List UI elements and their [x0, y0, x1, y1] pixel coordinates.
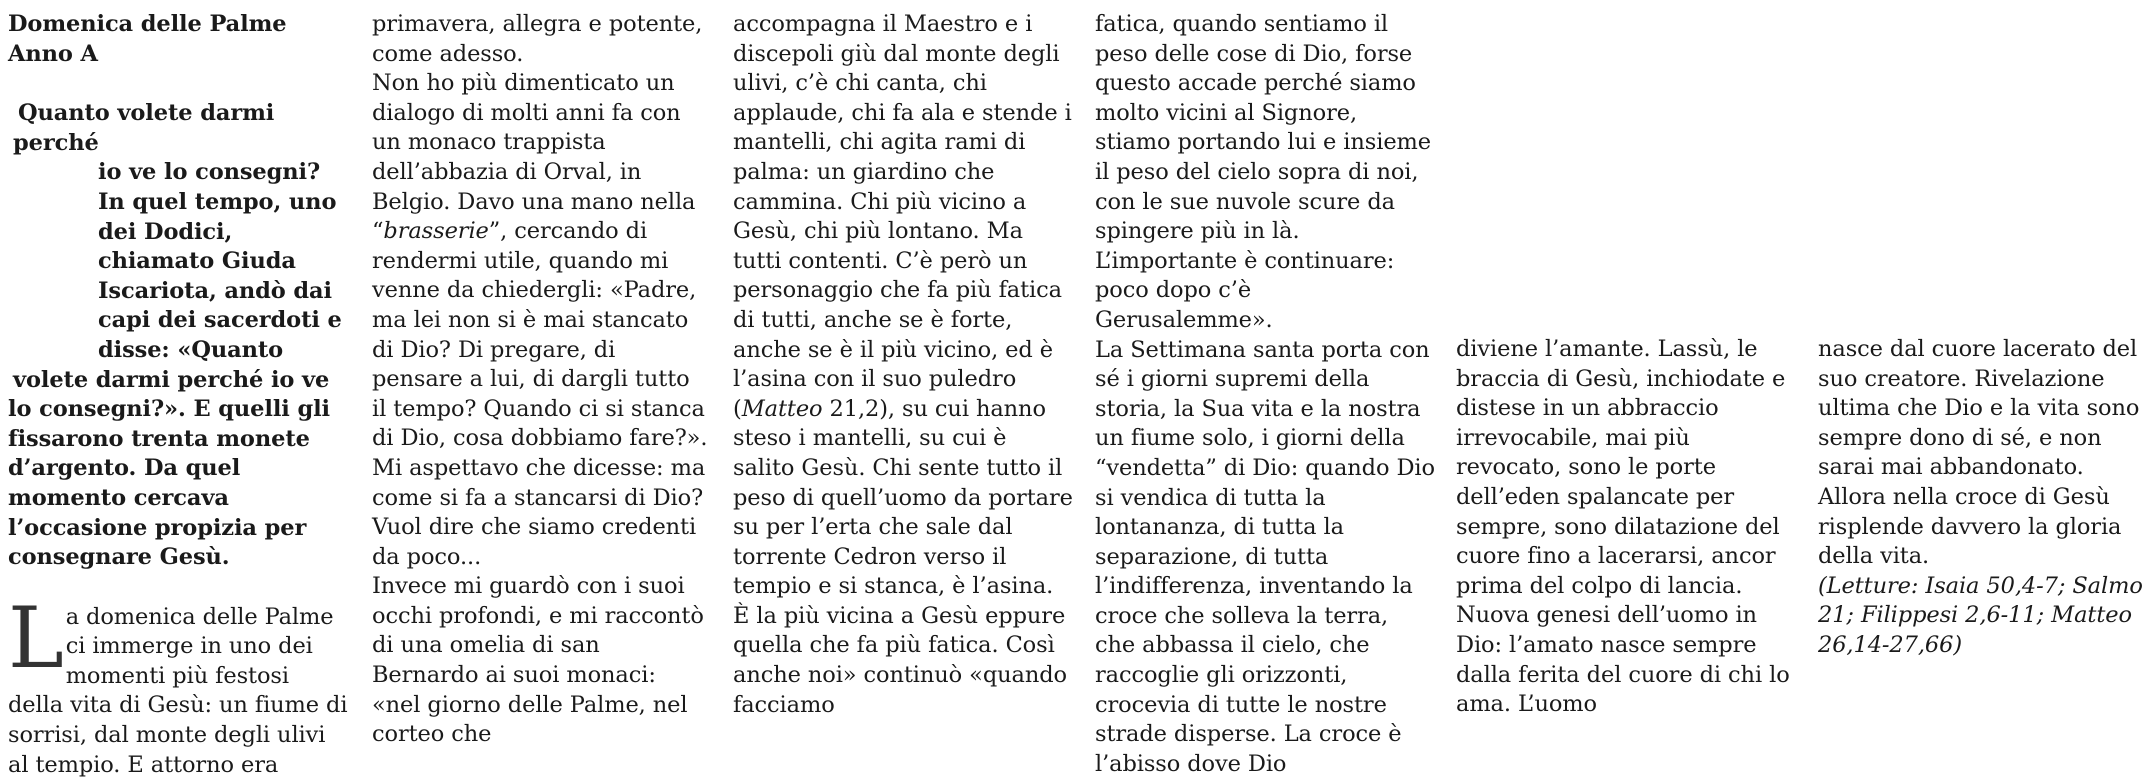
- col2-paragraph-3: Invece mi guardò con i suoi occhi profondi, e mi raccontò di una omelia di san Bernardo ai suoi monaci: «nel giorno delle Palme, nel corteo che: [372, 573, 704, 748]
- drop-cap: L: [8, 588, 64, 687]
- col5-paragraph: diviene l’amante. Lassù, le braccia di Gesù, inchiodate e distese in un abbraccio irrevocabile, mai più revocato, sono le porte dell’eden spalancate per sempre, sono dilatazione del cuore fino a lacerarsi, ancor prima del colpo di lancia. Nuova genesi dell’uomo in Dio: l’amato nasce sempre dalla ferita del cuore di chi lo ama. L’uomo: [1456, 336, 1790, 718]
- column-4: [1095, 10, 1435, 779]
- col3-a: accompagna il Maestro e i discepoli giù dal monte degli ulivi, c’è chi canta, chi applaude, chi fa ala e stende i mantelli, chi agita rami di palma: un giardino che cammina. Chi più vicino a Gesù, chi più lontano. Ma tutti contenti. C’è però un personaggio che fa più fatica di tutti, anche se è forte, anche se è il più vicino, ed è l’asina con il suo puledro (: [733, 11, 1072, 422]
- col2-p2-a: Non ho più dimenticato un dialogo di molti anni fa con un monaco trappista dell’abbazia di Orval, in Belgio. Davo una mano nella “: [372, 70, 696, 245]
- article-col1-text: a domenica delle Palme ci immerge in uno dei momenti più festosi della vita di Gesù: un fiume di sorrisi, dal monte degli ulivi al tempio. E attorno era: [8, 603, 348, 778]
- readings-citation: (Letture: Isaia 50,4-7; Salmo 21; Filippesi 2,6-11; Matteo 26,14-27,66): [1818, 572, 2143, 658]
- col6-paragraph-2: Allora nella croce di Gesù risplende davvero la gloria della vita.: [1818, 483, 2122, 570]
- header-title: [8, 10, 348, 69]
- col4-paragraph-2: La Settimana santa porta con sé i giorni supremi della storia, la Sua vita e la nostra un fiume solo, i giorni della “vendetta” di Dio: quando Dio si vendica di tutta la lontananza, di tutta la separazione, di tutta l’indifferenza, inventando la croce che solleva la terra, che abbassa il cielo, che raccoglie gli orizzonti, crocevia di tutte le nostre strade disperse. La croce è l’abisso dove Dio: [1095, 336, 1435, 777]
- lead-part3: volete darmi perché io ve lo consegni?». E quelli gli fissarono trenta monete d’argento. Da quel momento cercava l’occasione propizia per consegnare Gesù.: [8, 366, 330, 571]
- header-title-line2: Anno A: [8, 40, 98, 67]
- col3-b: 21,2), su cui hanno steso i mantelli, su cui è salito Gesù. Chi sente tutto il peso di quell’uomo da portare su per l’erta che sale dal torrente Cedron verso il tempio e si stanca, è l’asina. È la più vicina a Gesù eppure quella che fa più fatica. Così anche noi» continuò «quando facciamo: [733, 395, 1073, 718]
- col2-paragraph-1: primavera, allegra e potente, come adesso.: [372, 11, 703, 67]
- column-6: [1818, 335, 2144, 661]
- col3-italic: Matteo: [741, 395, 823, 422]
- header-title-line1: Domenica delle Palme: [8, 11, 287, 37]
- col2-p2-b: ”, cercando di rendermi utile, quando mi venne da chiedergli: «Padre, ma lei non si è mai stancato di Dio? Di pregare, di pensare a lui, di dargli tutto il tempo? Quando ci si stanca di Dio, cosa dobbiamo fare?». Mi aspettavo che dicesse: ma come si fa a stancarsi di Dio? Vuol dire che siamo credenti da poco...: [372, 218, 708, 570]
- column-1: [8, 10, 348, 780]
- col2-p2-italic: brasserie: [383, 218, 489, 245]
- col4-paragraph-1: fatica, quando sentiamo il peso delle cose di Dio, forse questo accade perché siamo molto vicini al Signore, stiamo portando lui e insieme il peso del cielo sopra di noi, con le sue nuvole scure da spingere più in là. L’importante è continuare: poco dopo c’è Gerusalemme».: [1095, 11, 1431, 333]
- col2-paragraph-2: [372, 69, 710, 572]
- col6-paragraph-1: nasce dal cuore lacerato del suo creatore. Rivelazione ultima che Dio e la vita sono sempre dono di sé, e non sarai mai abbandonato.: [1818, 336, 2140, 481]
- lead-part1: Quanto volete darmi perché: [13, 100, 275, 156]
- lead-part2: io ve lo consegni? In quel tempo, uno dei Dodici, chiamato Giuda Iscariota, andò dai capi dei sacerdoti e disse: «Quanto: [98, 159, 342, 363]
- col3-paragraph: [733, 10, 1073, 720]
- column-2: [372, 10, 710, 750]
- gospel-lead: [8, 99, 348, 573]
- column-5: [1456, 335, 1796, 720]
- column-3: [733, 10, 1073, 720]
- article-opening: [8, 588, 348, 780]
